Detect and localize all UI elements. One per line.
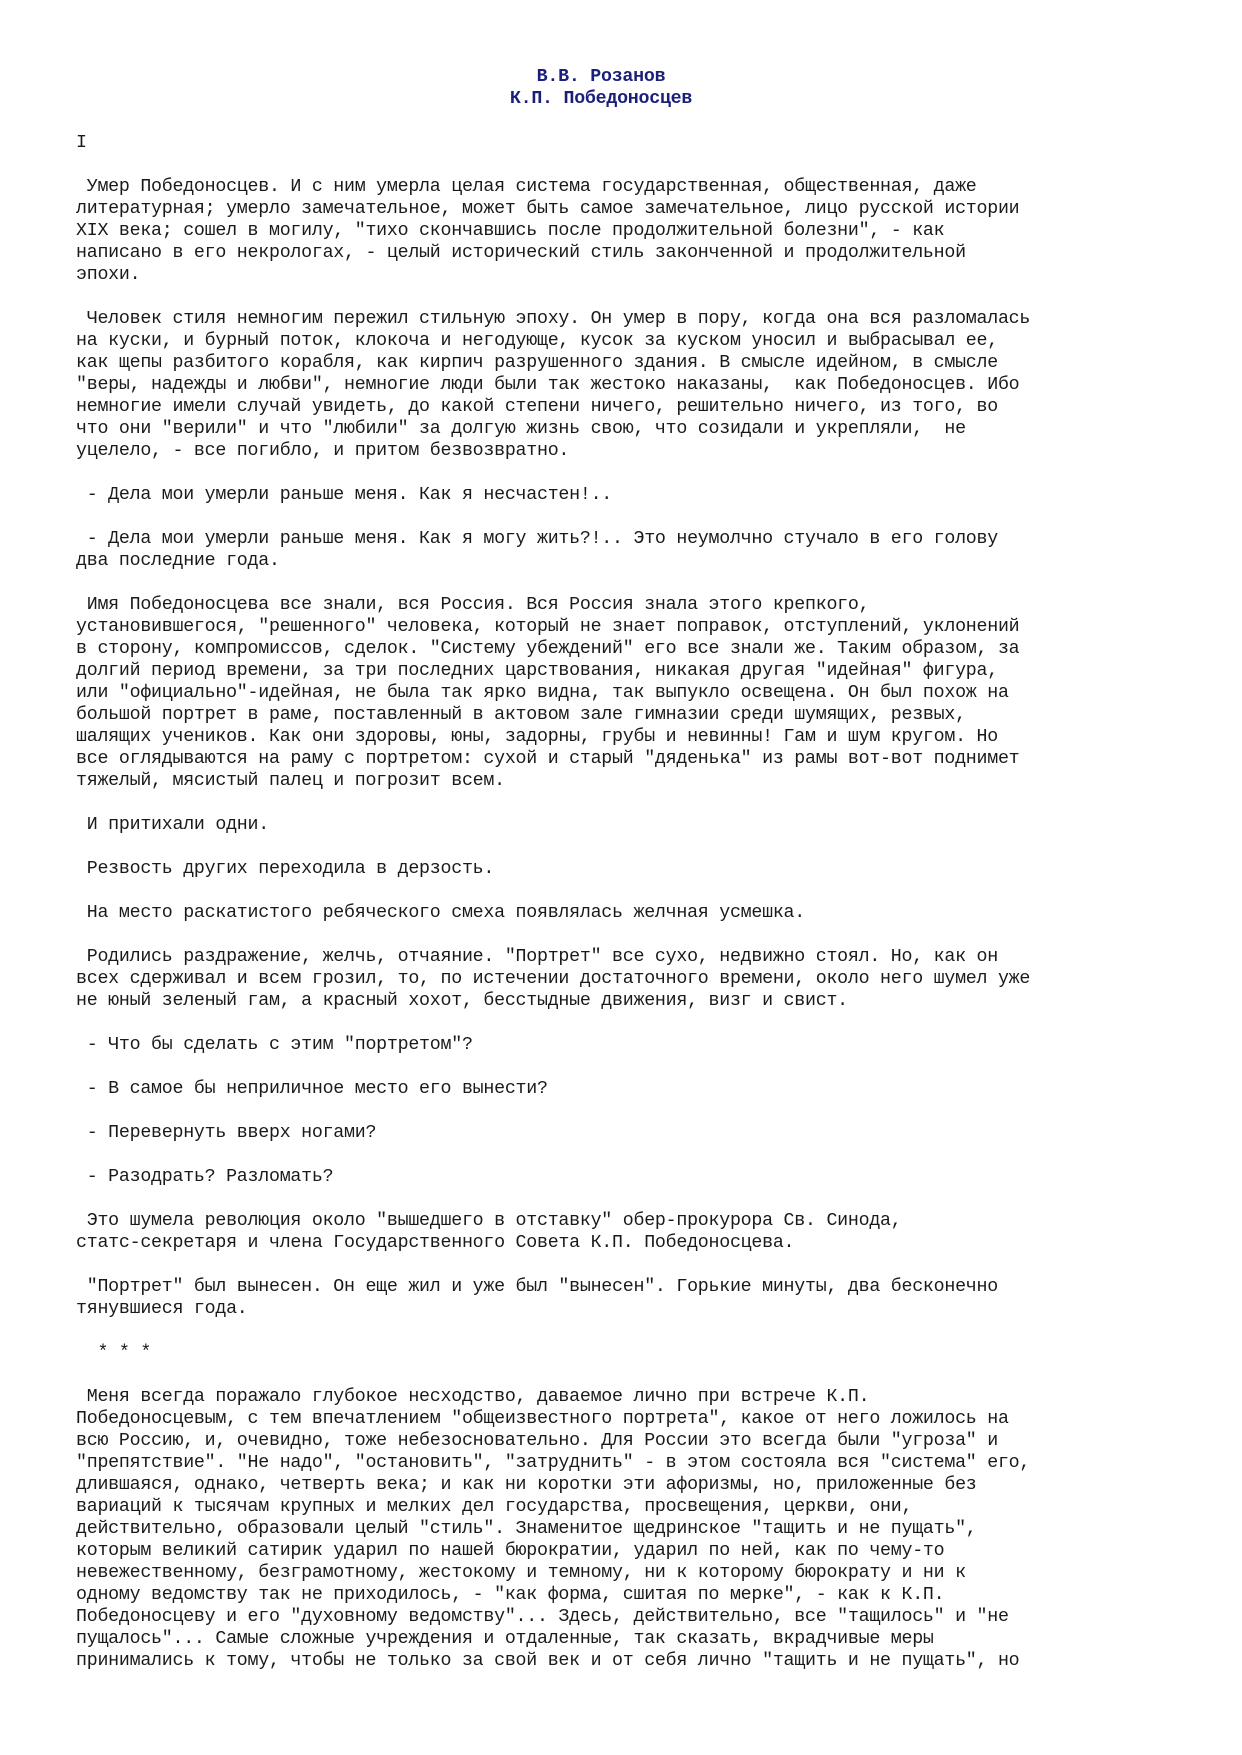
- text-line: тяжелый, мясистый палец и погрозит всем.: [76, 771, 505, 791]
- text-line: шалящих учеников. Как они здоровы, юны, задорны, грубы и невинны! Гам и шум кругом. Но: [76, 727, 998, 747]
- text-line: принимались к тому, чтобы не только за свой век и от себя лично "тащить и не пущать", но: [76, 1651, 1020, 1671]
- paragraph: [76, 308, 1186, 462]
- paragraph: [76, 1276, 1186, 1320]
- text-line: всех сдерживал и всем грозил, то, по истечении достаточного времени, около него шумел уже: [76, 969, 1031, 989]
- paragraph: [76, 1342, 1186, 1364]
- text-line: - В самое бы неприличное место его вынести?: [76, 1079, 548, 1099]
- text-line: Победоносцеву и его "духовному ведомству"... Здесь, действительно, все "тащилось" и "не: [76, 1607, 1009, 1627]
- text-line: тянувшиеся года.: [76, 1299, 248, 1319]
- paragraph: [76, 484, 1186, 506]
- text-line: написано в его некрологах, - целый исторический стиль законченной и продолжительной: [76, 243, 966, 263]
- text-line: - Дела мои умерли раньше меня. Как я несчастен!..: [76, 485, 613, 505]
- paragraph: [76, 1122, 1186, 1144]
- document-page: [76, 66, 1186, 1672]
- text-line: статс-секретаря и члена Государственного Совета К.П. Победоносцева.: [76, 1233, 795, 1253]
- text-line: в сторону, компромиссов, сделок. "Систему убеждений" его все знали же. Таким образом, за: [76, 639, 1020, 659]
- text-line: на куски, и бурный поток, клокоча и негодующе, кусок за куском уносил и выбрасывал ее,: [76, 331, 998, 351]
- text-line: - Перевернуть вверх ногами?: [76, 1123, 377, 1143]
- paragraph: [76, 1078, 1186, 1100]
- text-line: все оглядываются на раму с портретом: сухой и старый "дяденька" из рамы вот-вот поднимет: [76, 749, 1020, 769]
- paragraph: [76, 858, 1186, 880]
- text-line: одному ведомству так не приходилось, - "как форма, сшитая по мерке", - как к К.П.: [76, 1585, 945, 1605]
- text-line: Резвость других переходила в дерзость.: [76, 859, 495, 879]
- paragraph: [76, 594, 1186, 792]
- section-number: I: [76, 133, 87, 153]
- text-line: которым великий сатирик ударил по нашей бюрократии, ударил по ней, как по чему-то: [76, 1541, 945, 1561]
- paragraph: [76, 1386, 1186, 1672]
- text-line: Имя Победоносцева все знали, вся Россия. Вся Россия знала этого крепкого,: [76, 595, 870, 615]
- text-line: уцелело, - все погибло, и притом безвозвратно.: [76, 441, 570, 461]
- paragraph: [76, 1210, 1186, 1254]
- paragraph: [76, 814, 1186, 836]
- text-line: установившегося, "решенного" человека, который не знает поправок, отступлений, уклонений: [76, 617, 1020, 637]
- text-line: Меня всегда поражало глубокое несходство, даваемое лично при встрече К.П.: [76, 1387, 870, 1407]
- paragraph: [76, 176, 1186, 286]
- text-line: не юный зеленый гам, а красный хохот, бесстыдные движения, визг и свист.: [76, 991, 848, 1011]
- text-line: эпохи.: [76, 265, 141, 285]
- text-line: * * *: [76, 1343, 152, 1363]
- text-line: как щепы разбитого корабля, как кирпич разрушенного здания. В смысле идейном, в смысле: [76, 353, 998, 373]
- document-heading: [46, 66, 1156, 110]
- text-line: "Портрет" был вынесен. Он еще жил и уже был "вынесен". Горькие минуты, два бесконечно: [76, 1277, 998, 1297]
- document-title: К.П. Победоносцев: [509, 89, 693, 109]
- text-line: На место раскатистого ребяческого смеха появлялась желчная усмешка.: [76, 903, 805, 923]
- body-text: [76, 176, 1186, 1672]
- text-line: "веры, надежды и любви", немногие люди были так жестоко наказаны, как Победоносцев. Ибо: [76, 375, 1020, 395]
- text-line: Родились раздражение, желчь, отчаяние. "Портрет" все сухо, недвижно стоял. Но, как он: [76, 947, 998, 967]
- text-line: Победоносцевым, с тем впечатлением "общеизвестного портрета", какое от него ложилось на: [76, 1409, 1009, 1429]
- text-line: долгий период времени, за три последних царствования, никакая другая "идейная" фигура,: [76, 661, 998, 681]
- text-line: Это шумела революция около "вышедшего в отставку" обер-прокурора Св. Синода,: [76, 1211, 902, 1231]
- text-line: литературная; умерло замечательное, может быть самое замечательное, лицо русской истории: [76, 199, 1020, 219]
- text-line: два последние года.: [76, 551, 280, 571]
- paragraph: [76, 1166, 1186, 1188]
- paragraph: [76, 1034, 1186, 1056]
- text-line: всю Россию, и, очевидно, тоже небезосновательно. Для России это всегда были "угроза" и: [76, 1431, 998, 1451]
- text-line: "препятствие". "Не надо", "остановить", "затруднить" - в этом состояла вся "система" его,: [76, 1453, 1031, 1473]
- text-line: - Дела мои умерли раньше меня. Как я могу жить?!.. Это неумолчно стучало в его голову: [76, 529, 998, 549]
- text-line: И притихали одни.: [76, 815, 269, 835]
- author-name: В.В. Розанов: [536, 67, 666, 87]
- text-line: большой портрет в раме, поставленный в актовом зале гимназии среди шумящих, резвых,: [76, 705, 966, 725]
- paragraph: [76, 528, 1186, 572]
- text-line: - Что бы сделать с этим "портретом"?: [76, 1035, 473, 1055]
- text-line: невежественному, безграмотному, жестокому и темному, ни к которому бюрократу и ни к: [76, 1563, 966, 1583]
- paragraph: [76, 946, 1186, 1012]
- paragraph: [76, 902, 1186, 924]
- text-line: Умер Победоносцев. И с ним умерла целая система государственная, общественная, даже: [76, 177, 977, 197]
- text-line: немногие имели случай увидеть, до какой степени ничего, решительно ничего, из того, во: [76, 397, 998, 417]
- text-line: вариаций к тысячам крупных и мелких дел государства, просвещения, церкви, они,: [76, 1497, 913, 1517]
- text-line: Человек стиля немногим пережил стильную эпоху. Он умер в пору, когда она вся разломалась: [76, 309, 1031, 329]
- text-line: действительно, образовали целый "стиль". Знаменитое щедринское "тащить и не пущать",: [76, 1519, 977, 1539]
- text-line: XIX века; сошел в могилу, "тихо скончавшись после продолжительной болезни", - как: [76, 221, 945, 241]
- text-line: пущалось"... Самые сложные учреждения и отдаленные, так сказать, вкрадчивые меры: [76, 1629, 934, 1649]
- text-line: что они "верили" и что "любили" за долгую жизнь свою, что созидали и укрепляли, не: [76, 419, 966, 439]
- text-line: или "официально"-идейная, не была так ярко видна, так выпукло освещена. Он был похож на: [76, 683, 1009, 703]
- text-line: - Разодрать? Разломать?: [76, 1167, 334, 1187]
- text-line: длившаяся, однако, четверть века; и как ни коротки эти афоризмы, но, приложенные без: [76, 1475, 977, 1495]
